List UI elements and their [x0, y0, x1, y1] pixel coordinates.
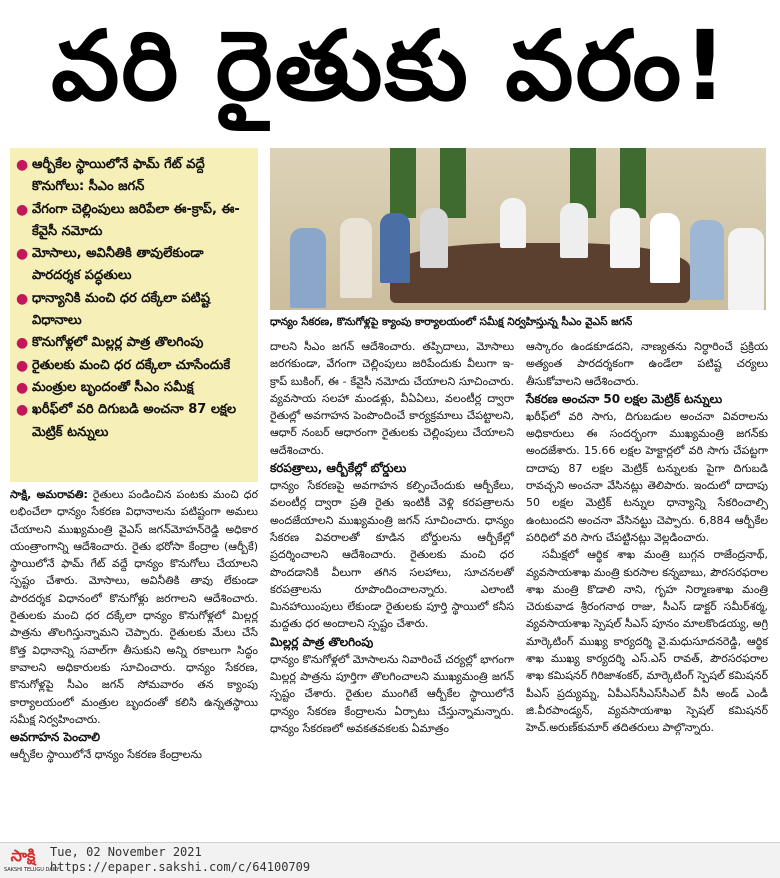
bullet-icon: ●: [16, 201, 29, 218]
bullet-icon: ●: [16, 290, 29, 307]
bullet-icon: ●: [16, 402, 29, 419]
bullet-icon: ●: [16, 357, 29, 374]
article-paragraph: ధాన్యం కొనుగోళ్లలో మోసాలను నివారించే చర్యల్లో భాగంగా మిల్లర్ల పాత్రను పూర్తిగా తొలగించాలని ముఖ్యమంత్రి జగన్ స్పష్టం చేశారు. రైతుల ముంగిటే ఆర్బీకేల స్థాయిలోనే ధాన్యం సేకరణ కేంద్రాలను ఏర్పాటు చేస్తున్నామన్నారు. ధాన్యం సేకరణలో అవకతవకలకు ఏమాత్రం: [270, 652, 514, 735]
photo-person: [500, 198, 526, 248]
article-paragraph: దాలని సీఎం జగన్ ఆదేశించారు. తప్పిదాలు, మోసాలు జరగకుండా, వేగంగా చెల్లింపులు జరిపేందుకు వీలుగా ఇ-క్రాప్ బుకింగ్, ఈ - కేవైసీ నమోదు చేయాలని సూచించారు. వ్యవసాయ సలహా మండళ్లు, వీఏఏలు, వలంటీర్ల ద్వారా రైతుల్లో అవగాహన పెంపొందించే కార్యక్రమాలు చేపట్టాలని, ఆధార్ నంబర్ ఆధారంగా రైతులకు చెల్లింపులు చేయాలని ఆదేశించారు.: [270, 340, 514, 457]
headline: వరి రైతుకు వరం!: [51, 10, 729, 122]
dateline: సాక్షి, అమరావతి:: [10, 488, 88, 501]
highlight-item: ● ఆర్బీకేల స్థాయిలోనే ఫామ్ గేట్ వద్దే కొనుగోలు: సీఎం జగన్: [16, 154, 252, 199]
subheading: కరపత్రాలు, ఆర్బీకేల్లో బోర్డులు: [270, 461, 407, 476]
photo-person: [560, 203, 588, 258]
photo-person: [728, 228, 764, 310]
photo-person: [380, 213, 410, 283]
bullet-icon: ●: [16, 246, 29, 263]
highlight-item: ● మోసాలు, అవినీతికి తావులేకుండా పారదర్శక పద్ధతులు: [16, 243, 252, 288]
photo-person: [290, 228, 326, 308]
photo-window: [390, 148, 416, 218]
highlight-item: ● ధాన్యానికి మంచి ధర దక్కేలా పటిష్ట విధానాలు: [16, 288, 252, 333]
highlight-item: ● ఖరీఫ్‌లో వరి దిగుబడి అంచనా 87 లక్షల మెట్రిక్ టన్నులు: [16, 399, 252, 444]
article-column-2: [270, 338, 514, 737]
footer-date: Tue, 02 November 2021: [50, 845, 202, 859]
article-column-3: [526, 338, 768, 737]
photo-person: [610, 208, 640, 268]
article-paragraph: సాక్షి, అమరావతి: రైతులు పండించిన పంటకు మంచి ధర లభించేలా ధాన్యం సేకరణ విధానాలను పటిష్టంగా అమలు చేయాలని ముఖ్యమంత్రి వైఎస్ జగన్‌మోహన్‌రెడ్డి అధికార యంత్రాంగాన్ని ఆదేశించారు. రైతు భరోసా కేంద్రాల (ఆర్బీకే) స్థాయిలోనే ఫామ్ గేట్ వద్దే ధాన్యం కొనుగోలు చేయాలని స్పష్టం చేశారు. మోసాలు, అవినీతికి తావు లేకుండా పారదర్శక విధానంలో కొనుగోళ్లు జరగాలని ఆదేశించారు. రైతులకు మంచి ధర దక్కేలా ధాన్యం కొనుగోళ్లలో మిల్లర్ల పాత్రను తొలగిస్తున్నామని చెప్పారు. రైతులకు మేలు చేసే కొత్త విధానాన్ని సవాల్‌గా తీసుకుని అన్ని రకాలుగా సిద్ధం కావాలని అధికారులకు సూచించారు. ధాన్యం సేకరణ, కొనుగోళ్లపై సీఎం జగన్ సోమవారం తన క్యాంపు కార్యాలయంలో మంత్రుల బృందంతో కలిసి ఉన్నతస్థాయి సమీక్ష నిర్వహించారు.: [10, 488, 258, 726]
photo-person: [690, 220, 724, 300]
article-paragraph: సమీక్షలో ఆర్థిక శాఖ మంత్రి బుగ్గన రాజేంద్రనాథ్, వ్యవసాయశాఖ మంత్రి కురసాల కన్నబాబు, పౌరసరఫరాల శాఖ మంత్రి కొడాలి నాని, గృహ నిర్మాణశాఖ మంత్రి చెరుకువాడ శ్రీరంగనాథ రాజు, సీఎస్ డాక్టర్ సమీర్‌శర్మ, వ్యవసాయశాఖ స్పెషల్ సీఎస్ పూనం మాలకొండయ్య, అగ్రి మార్కెటింగ్ ముఖ్య కార్యదర్శి వై.మధుసూదనరెడ్డి, ఆర్థిక శాఖ ముఖ్య కార్యదర్శి ఎస్.ఎస్ రావత్, పౌరసరఫరాల శాఖ కమిషనర్ గిరిజాశంకర్, మార్కెటింగ్ స్పెషల్ కమిషనర్ పీఎస్ ప్రద్యుమ్న, ఏపీఎస్‌సీఎస్‌సీఎల్ వీసీ అండ్ ఎండీ జి.వీరపాండ్యన్, వ్యవసాయశాఖ స్పెషల్ కమిషనర్ హెచ్.అరుణ్‌కుమార్ తదితరులు పాల్గొన్నారు.: [526, 548, 768, 735]
highlight-item: ● రైతులకు మంచి ధర దక్కేలా చూసేందుకే: [16, 355, 252, 377]
article-paragraph: ఖరీఫ్‌లో వరి సాగు, దిగుబడుల అంచనా వివరాలను అధికారులు ఈ సందర్భంగా ముఖ్యమంత్రి జగన్‌కు అందజేశారు. 15.66 లక్షల హెక్టార్లలో వరి సాగు చేపట్టగా దాదాపు 87 లక్షల మెట్రిక్ టన్నులకు పైగా దిగుబడి రావచ్చని అంచనా వేసినట్లు తెలిపారు. ఇందులో దాదాపు 50 లక్షల మెట్రిక్ టన్నుల ధాన్యాన్ని సేకరించాల్సి ఉంటుందని అంచనా వేసినట్టు చెప్పారు. 6,884 ఆర్బీకేల పరిధిలో వరి సాగు చేపట్టినట్లు వెల్లడించారు.: [526, 409, 768, 544]
highlight-item: ● మంత్రుల బృందంతో సీఎం సమీక్ష: [16, 377, 252, 399]
subheading: సేకరణ అంచనా 50 లక్షల మెట్రిక్ టన్నులు: [526, 391, 723, 406]
highlight-item: ● వేగంగా చెల్లింపులు జరిపేలా ఈ-క్రాప్, ఈ-కేవైసీ నమోదు: [16, 199, 252, 244]
article-paragraph: ఆర్బీకేల స్థాయిలోనే ధాన్యం సేకరణ కేంద్రాలను: [10, 748, 202, 762]
footer-url[interactable]: https://epaper.sakshi.com/c/64100709: [50, 860, 311, 874]
bullet-icon: ●: [16, 335, 29, 352]
article-paragraph: ఆస్కారం ఉండకూడదని, నాణ్యతను నిర్ధారించే ప్రక్రియ అత్యంత పారదర్శకంగా ఉండేలా పటిష్ట చర్యలు తీసుకోవాలని ఆదేశించారు.: [526, 340, 768, 388]
photo-person: [420, 208, 448, 268]
highlight-item: ● కొనుగోళ్లలో మిల్లర్ల పాత్ర తొలగింపు: [16, 332, 252, 354]
photo-person: [340, 218, 372, 298]
subheading: మిల్లర్ల పాత్ర తొలగింపు: [270, 634, 374, 649]
footer-bar: [0, 842, 780, 878]
photo-window: [440, 148, 466, 218]
photo-caption: ధాన్యం సేకరణ, కొనుగోళ్లపై క్యాంపు కార్యాలయంలో సమీక్ష నిర్వహిస్తున్న సీఎం వైఎస్ జగన్: [270, 316, 633, 328]
bullet-icon: ●: [16, 379, 29, 396]
photo-person: [650, 213, 680, 283]
highlights-box: [10, 148, 258, 482]
sakshi-logo: సాక్షి SAKSHI TELUGU DAILY: [4, 846, 60, 873]
meeting-photo: [270, 148, 766, 310]
article-column-1: [10, 486, 258, 763]
article-paragraph: ధాన్యం సేకరణపై అవగాహన కల్పించేందుకు ఆర్బీకేలు, వలంటీర్ల ద్వారా ప్రతి రైతు ఇంటికీ వెళ్లి కరపత్రాలను అందజేయాలని ముఖ్యమంత్రి జగన్ సూచించారు. ధాన్యం సేకరణ వివరాలతో కూడిన బోర్డులను ఆర్బీకేల్లో ప్రదర్శించాలని ఆదేశించారు. రైతులకు మంచి ధర పొందడానికి వీలుగా తగిన సలహాలు, సూచనలతో కరపత్రాలను రూపొందించాలన్నారు. ఎలాంటి మినహాయింపులు లేకుండా రైతులకు పూర్తి స్థాయిలో కనీస మద్దతు ధర అందాలని స్పష్టం చేశారు.: [270, 479, 514, 631]
subheading: అవగాహన పెంచాలి: [10, 730, 101, 745]
bullet-icon: ●: [16, 157, 29, 173]
